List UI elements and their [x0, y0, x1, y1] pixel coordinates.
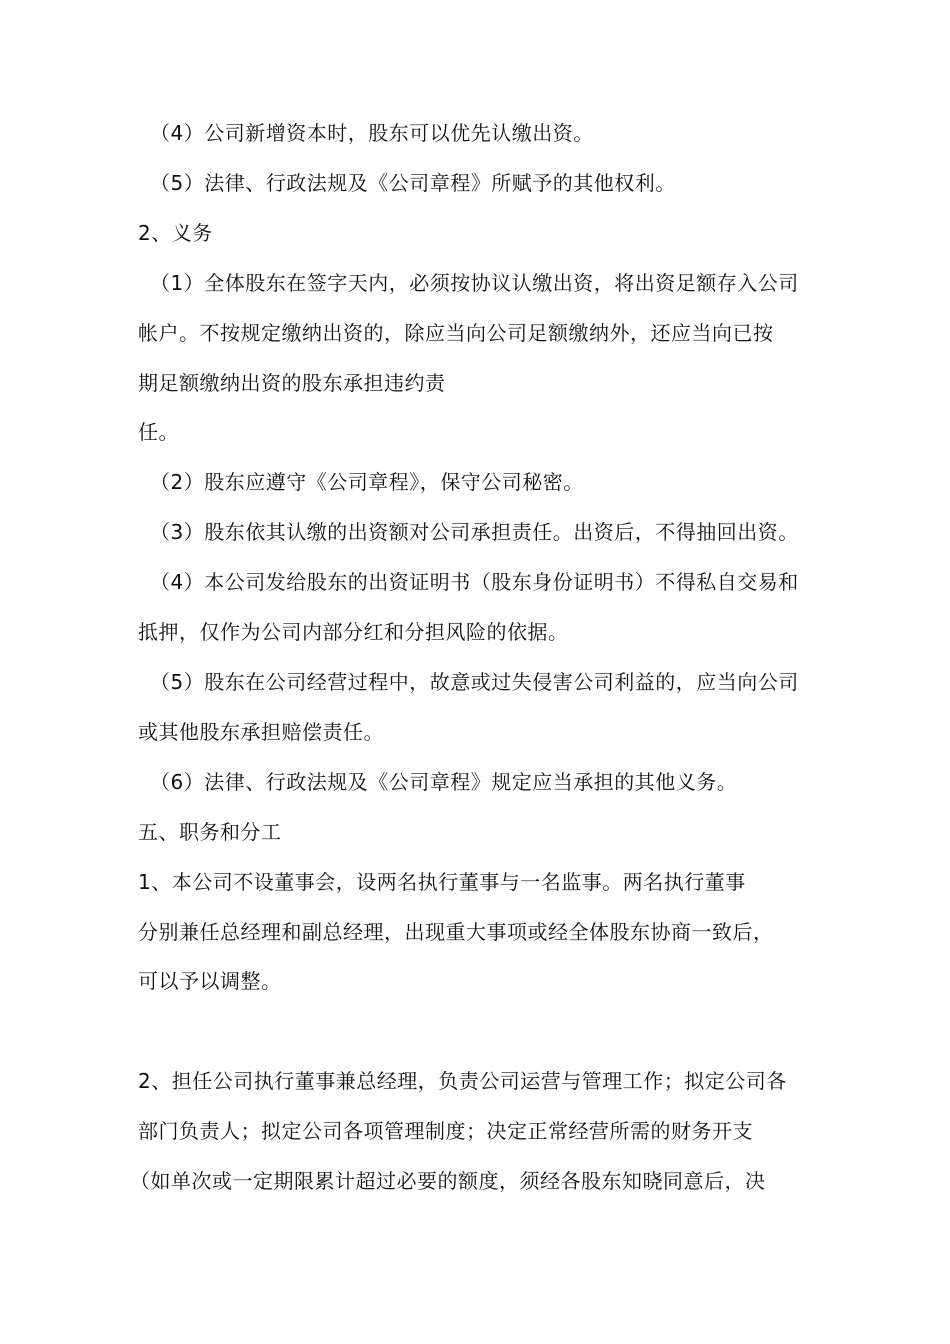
clause-rights-5: （5）法律、行政法规及《公司章程》所赋予的其他权利。	[150, 171, 676, 195]
section-heading-duties: 五、职务和分工	[138, 820, 282, 844]
duties-1-line-1: 1、本公司不设董事会，设两名执行董事与一名监事。两名执行董事	[138, 870, 746, 894]
clause-obligations-4-line-1: （4）本公司发给股东的出资证明书（股东身份证明书）不得私自交易和	[150, 570, 799, 594]
clause-rights-4: （4）公司新增资本时，股东可以优先认缴出资。	[150, 121, 594, 145]
duties-1-line-2: 分别兼任总经理和副总经理，出现重大事项或经全体股东协商一致后，	[138, 920, 774, 944]
clause-obligations-5-line-1: （5）股东在公司经营过程中，故意或过失侵害公司利益的，应当向公司	[150, 670, 799, 694]
clause-obligations-1-line-2: 帐户。不按规定缴纳出资的，除应当向公司足额缴纳外，还应当向已按	[138, 321, 774, 345]
clause-obligations-5-line-2: 或其他股东承担赔偿责任。	[138, 720, 384, 744]
duties-2-line-3: （如单次或一定期限累计超过必要的额度，须经各股东知晓同意后，决	[130, 1169, 766, 1193]
clause-obligations-1-line-4: 任。	[138, 420, 179, 444]
duties-1-line-3: 可以予以调整。	[138, 969, 282, 993]
clause-obligations-6: （6）法律、行政法规及《公司章程》规定应当承担的其他义务。	[150, 770, 738, 794]
section-heading-obligations: 2、义务	[138, 221, 213, 245]
clause-obligations-1-line-3: 期足额缴纳出资的股东承担违约责	[138, 371, 446, 395]
clause-obligations-1-line-1: （1）全体股东在签字天内，必须按协议认缴出资，将出资足额存入公司	[150, 271, 799, 295]
clause-obligations-4-line-2: 抵押，仅作为公司内部分红和分担风险的依据。	[138, 620, 569, 644]
duties-2-line-1: 2、担任公司执行董事兼总经理，负责公司运营与管理工作；拟定公司各	[138, 1069, 787, 1093]
clause-obligations-3: （3）股东依其认缴的出资额对公司承担责任。出资后，不得抽回出资。	[150, 520, 799, 544]
clause-obligations-2: （2）股东应遵守《公司章程》，保守公司秘密。	[150, 470, 584, 494]
duties-2-line-2: 部门负责人；拟定公司各项管理制度；决定正常经营所需的财务开支	[138, 1119, 753, 1143]
